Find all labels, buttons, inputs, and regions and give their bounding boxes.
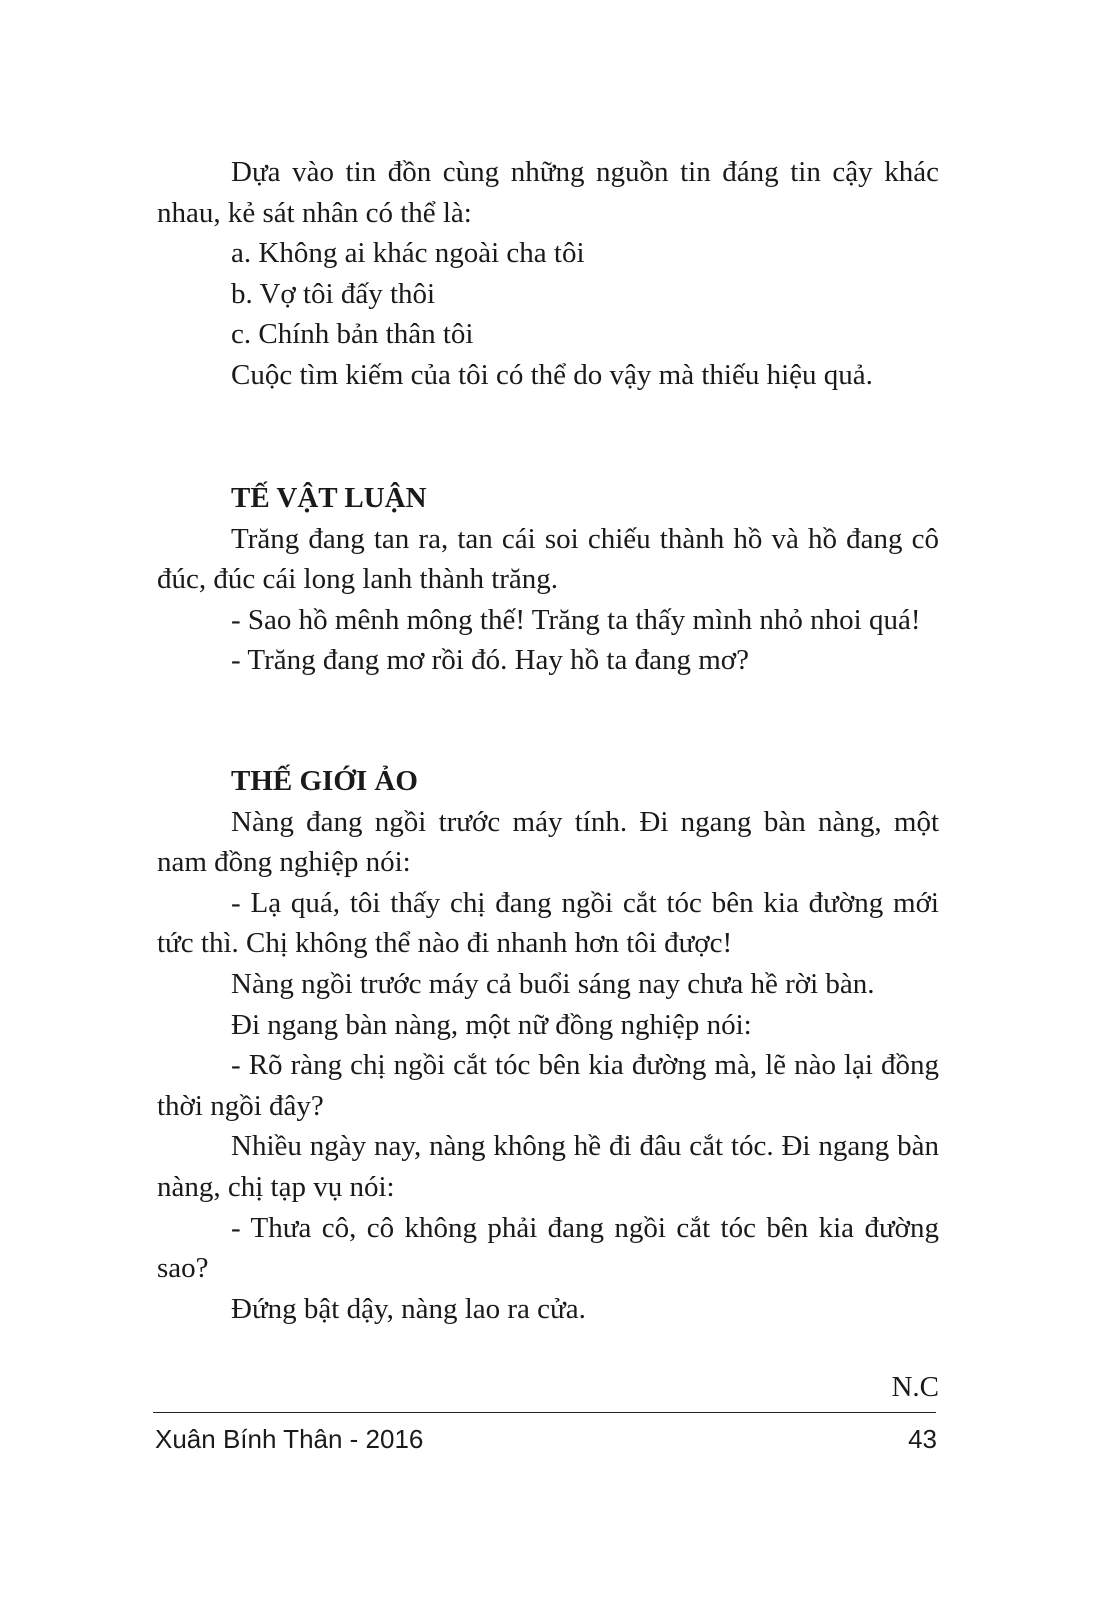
section-te-vat-luan [157, 478, 939, 681]
section-intro [157, 152, 939, 396]
paragraph: Đứng bật dậy, nàng lao ra cửa. [231, 1292, 586, 1325]
paragraph: Nàng đang ngồi trước máy tính. Đi ngang bàn nàng, một nam đồng nghiệp nói: [157, 805, 939, 879]
dialogue-line: - Thưa cô, cô không phải đang ngồi cắt tóc bên kia đường sao? [157, 1211, 939, 1285]
section-heading: TẾ VẬT LUẬN [231, 482, 427, 514]
list-item-b: b. Vợ tôi đấy thôi [231, 277, 436, 310]
paragraph: Trăng đang tan ra, tan cái soi chiếu thành hồ và hồ đang cô đúc, đúc cái long lanh thành trăng. [157, 522, 939, 596]
paragraph: Đi ngang bàn nàng, một nữ đồng nghiệp nói: [231, 1008, 752, 1041]
author-signature: N.C [891, 1371, 939, 1403]
paragraph: Dựa vào tin đồn cùng những nguồn tin đáng tin cậy khác nhau, kẻ sát nhân có thể là: [157, 156, 939, 229]
footer-divider [153, 1412, 936, 1413]
footer-publication: Xuân Bính Thân - 2016 [155, 1424, 424, 1454]
paragraph: Cuộc tìm kiếm của tôi có thể do vậy mà thiếu hiệu quả. [231, 358, 873, 391]
list-item-a: a. Không ai khác ngoài cha tôi [231, 237, 585, 270]
paragraph: Nhiều ngày nay, nàng không hề đi đâu cắt tóc. Đi ngang bàn nàng, chị tạp vụ nói: [157, 1130, 939, 1203]
page-number: 43 [908, 1424, 937, 1454]
section-the-gioi-ao [157, 761, 939, 1329]
section-heading: THẾ GIỚI ẢO [231, 765, 418, 797]
dialogue-line: - Trăng đang mơ rồi đó. Hay hồ ta đang mơ? [231, 644, 749, 677]
dialogue-line: - Sao hồ mênh mông thế! Trăng ta thấy mình nhỏ nhoi quá! [231, 603, 921, 636]
list-item-c: c. Chính bản thân tôi [231, 318, 474, 351]
dialogue-line: - Lạ quá, tôi thấy chị đang ngồi cắt tóc bên kia đường mới tức thì. Chị không thể nào đi nhanh hơn tôi được! [157, 886, 939, 960]
dialogue-line: - Rõ ràng chị ngồi cắt tóc bên kia đường mà, lẽ nào lại đồng thời ngồi đây? [157, 1049, 939, 1122]
paragraph: Nàng ngồi trước máy cả buổi sáng nay chưa hề rời bàn. [231, 967, 875, 1000]
